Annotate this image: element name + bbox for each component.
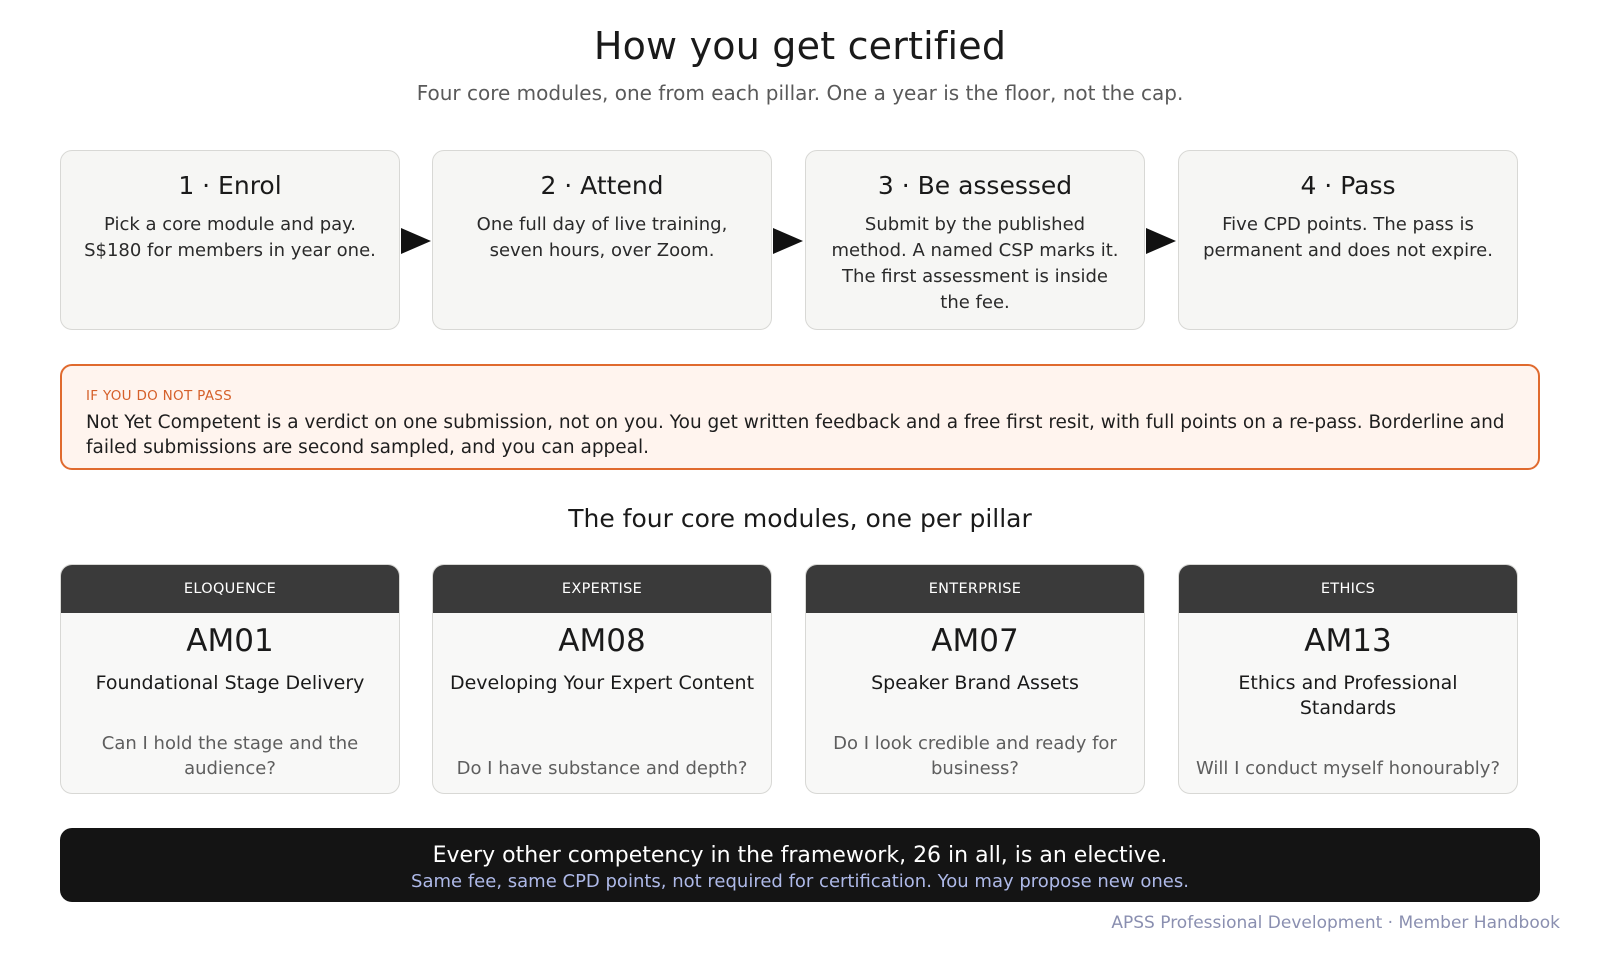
arrow-right-icon — [401, 228, 431, 254]
module-name: Ethics and Professional Standards — [1238, 672, 1458, 719]
callout-label: IF YOU DO NOT PASS — [86, 388, 232, 404]
not-pass-callout — [60, 364, 1540, 470]
callout-text: Not Yet Competent is a verdict on one submission, not on you. You get written feedback and a free first resit, with full points on a re-pass. Borderline and failed submissions are second sampled, and you can appeal. — [86, 412, 1505, 458]
page-title: How you get certified — [593, 24, 1007, 68]
section-title: The four core modules, one per pillar — [568, 504, 1032, 533]
step-text: One full day of live training, seven hours, over Zoom. — [476, 214, 728, 261]
module-name: Developing Your Expert Content — [449, 672, 755, 694]
step-title: 3 · Be assessed — [877, 171, 1073, 200]
module-card-am08 — [432, 564, 772, 794]
module-code: AM07 — [931, 623, 1019, 659]
step-card-enrol — [60, 150, 400, 330]
arrow-right-icon — [773, 228, 803, 254]
step-title: 1 · Enrol — [178, 171, 282, 200]
module-card-am07 — [805, 564, 1145, 794]
module-card-am13 — [1178, 564, 1518, 794]
module-code: AM13 — [1304, 623, 1392, 659]
step-card-attend — [432, 150, 772, 330]
module-name: Speaker Brand Assets — [871, 672, 1079, 694]
step-text: Pick a core module and pay. S$180 for members in year one. — [84, 214, 376, 261]
banner-main-text: Every other competency in the framework, 26 in all, is an elective. — [432, 843, 1168, 868]
steps-row — [60, 150, 1540, 330]
module-question: Will I conduct myself honourably? — [1196, 758, 1500, 779]
module-code: AM08 — [558, 623, 646, 659]
module-pillar: ETHICS — [1179, 565, 1517, 613]
step-title: 2 · Attend — [540, 171, 664, 200]
step-text: Five CPD points. The pass is permanent and does not expire. — [1203, 214, 1493, 261]
step-text: Submit by the published method. A named CSP marks it. The first assessment is inside the fee. — [831, 214, 1119, 313]
modules-row — [60, 564, 1540, 794]
module-code: AM01 — [186, 623, 274, 659]
module-question: Can I hold the stage and the audience? — [101, 733, 359, 779]
footer-credit: APSS Professional Development · Member Handbook — [1111, 913, 1560, 933]
banner-sub-text: Same fee, same CPD points, not required for certification. You may propose new ones. — [411, 871, 1189, 892]
module-question: Do I look credible and ready for business? — [833, 733, 1117, 779]
module-question: Do I have substance and depth? — [456, 758, 748, 779]
module-pillar: ELOQUENCE — [61, 565, 399, 613]
module-card-am01 — [60, 564, 400, 794]
step-title: 4 · Pass — [1300, 171, 1396, 200]
step-card-assessed — [805, 150, 1145, 330]
electives-banner — [60, 828, 1540, 902]
step-card-pass — [1178, 150, 1518, 330]
page-subtitle: Four core modules, one from each pillar. One a year is the floor, not the cap. — [416, 81, 1184, 105]
module-pillar: EXPERTISE — [433, 565, 771, 613]
module-pillar: ENTERPRISE — [806, 565, 1144, 613]
module-name: Foundational Stage Delivery — [95, 672, 365, 694]
arrow-right-icon — [1146, 228, 1176, 254]
